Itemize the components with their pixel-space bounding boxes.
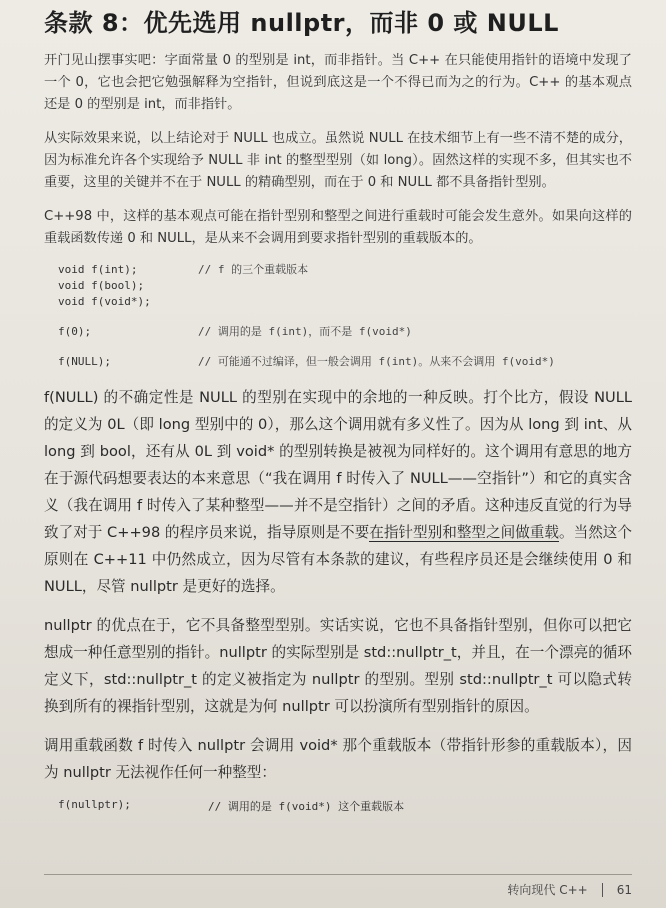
code-comment: // 调用的是 f(int)，而不是 f(void*) bbox=[198, 325, 412, 338]
page-title: 条款 8：优先选用 nullptr，而非 0 或 NULL bbox=[44, 9, 559, 37]
code-row bbox=[58, 262, 632, 310]
paragraph-2: 从实际效果来说，以上结论对于 NULL 也成立。虽然说 NULL 在技术细节上有一些不清不楚的成分，因为标准允许各个实现给予 NULL 非 int 的整型型别（如 long）。固然这样的实现不多，但其实也不重要，这里的关键并不在于 NULL 的精确型别，而在于 0 和 NULL 都不具备指针型别。 bbox=[44, 131, 632, 190]
code-block-nullptr bbox=[58, 798, 632, 814]
code-line: f(0); bbox=[58, 325, 92, 338]
page-footer bbox=[44, 874, 632, 898]
footer-divider bbox=[602, 883, 603, 897]
paragraph-6: 调用重载函数 f 时传入 nullptr 会调用 void* 那个重载版本（带指针形参的重载版本），因为 nullptr 无法视作任何一种整型： bbox=[44, 737, 632, 781]
code-comment: // 调用的是 f(void*) 这个重载版本 bbox=[208, 800, 405, 813]
paragraph-4 bbox=[44, 384, 632, 600]
code-line: f(NULL); bbox=[58, 355, 111, 368]
code-line: void f(int); void f(bool); void f(void*); bbox=[58, 263, 151, 308]
paragraph-4-text: 。当然这个原则在 C++11 中仍然成立，因为尽管有本条款的建议，有些程序员还是会继续使用 0 和 NULL，尽管 nullptr 是更好的选择。 bbox=[44, 524, 632, 595]
paragraph-4-text: f(NULL) 的不确定性是 NULL 的型别在实现中的余地的一种反映。打个比方，假设 NULL 的定义为 0L（即 long 型别中的 0），那么这个调用就有多义性了。因为从 long 到 int、从 long 到 bool，还有从 0L 到 void* 的型别转换是被视为同样好的。这个调用有意思的地方在于源代码想要表达的本来意思（“我在调用 f 时传入了 NULL——空指针”）和它的真实含义（我在调用 f 时传入了某种整型——并不是空指针）之间的矛盾。这种违反直觉的行为导致了对于 C++98 的程序员来说，指导原则是不要 bbox=[44, 389, 632, 541]
code-line: f(nullptr); bbox=[58, 798, 131, 811]
code-comment: // f 的三个重载版本 bbox=[198, 263, 309, 276]
page-number: 61 bbox=[616, 882, 632, 897]
paragraph-3: C++98 中，这样的基本观点可能在指针型别和整型之间进行重载时可能会发生意外。如果向这样的重载函数传递 0 和 NULL，是从来不会调用到要求指针型别的重载版本的。 bbox=[44, 209, 632, 246]
code-row bbox=[58, 354, 632, 370]
paragraph-1: 开门见山摆事实吧：字面常量 0 的型别是 int，而非指针。当 C++ 在只能使用指针的语境中发现了一个 0，它也会把它勉强解释为空指针，但说到底这是一个不得已而为之的行为。C++ 的基本观点还是 0 的型别是 int，而非指针。 bbox=[44, 53, 632, 112]
code-block-overloads bbox=[58, 262, 632, 370]
book-title: 转向现代 C++ bbox=[507, 883, 588, 897]
code-row bbox=[58, 324, 632, 340]
code-comment: // 可能通不过编译，但一般会调用 f(int)。从来不会调用 f(void*) bbox=[198, 355, 555, 368]
paragraph-5: nullptr 的优点在于，它不具备整型型别。实话实说，它也不具备指针型别，但你可以把它想成一种任意型别的指针。nullptr 的实际型别是 std::nullptr_t，并且，在一个漂亮的循环定义下，std::nullptr_t 的定义被指定为 nullptr 的型别。型别 std::nullptr_t 可以隐式转换到所有的裸指针型别，这就是为何 nullptr 可以扮演所有型别指针的原因。 bbox=[44, 617, 632, 715]
underlined-guideline: 在指针型别和整型之间做重载 bbox=[369, 524, 559, 541]
